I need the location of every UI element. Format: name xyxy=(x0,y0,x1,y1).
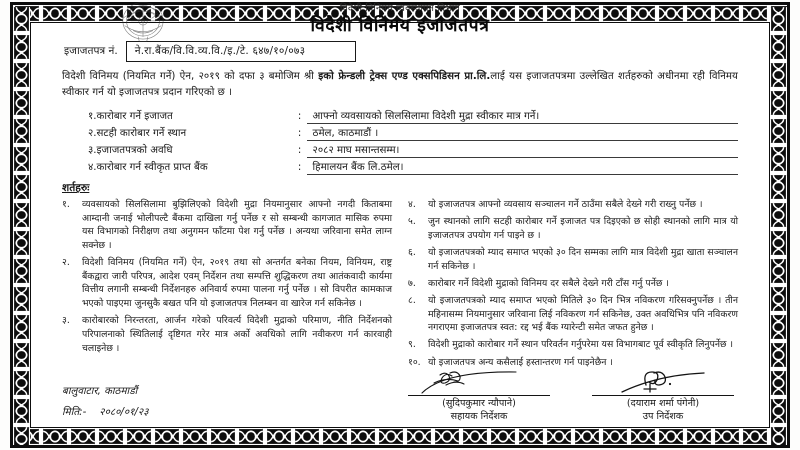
list-item xyxy=(408,294,738,335)
signature-block-assistant-director xyxy=(404,369,554,424)
particular-label: कारोबार गर्ने इजाजत xyxy=(96,111,173,123)
list-item xyxy=(408,215,738,242)
conditions-column-right xyxy=(408,198,738,373)
signature-block-deputy-director xyxy=(588,369,738,424)
signature-line xyxy=(592,395,734,396)
condition-number: ५. xyxy=(408,216,416,228)
condition-text: व्यवसायको सिलसिलामा बुझिलिएको विदेशी मुद्रा नियमानुसार आफ्नो नगदी किताबमा आम्दानी जनाई भोलीपल्टै बैंकमा दाखिला गर्नु पर्नेछ र सो सम्बन्धी कागजात मासिक रुपमा यस विभागको निरीक्षण तथा अनुगमन फाँटमा पेश गर्नु पर्नेछ । अन्यथा जरिवाना समेत लाग्न सक्नेछ । xyxy=(82,199,392,251)
signatory-name: (सुदिपकुमार न्यौपाने) xyxy=(442,398,516,410)
particular-label: इजाजतपत्रको अवधि xyxy=(96,145,173,157)
condition-text: यो इजाजतपत्र आफ्नो व्यवसाय सञ्चालन गर्ने ठाउँमा सबैले देख्ने गरी राख्नु पर्नेछ । xyxy=(428,199,703,211)
condition-text: यो इजाजतपत्रको म्याद समाप्त भएको मितिले ३० दिन भित्र नविकरण गरिसक्नुपर्नेछ । तीन महिनासम्म नियमानुसार जरिवाना लिई नविकरण गर्न सकिनेछ, उक्त अवधिभित्र पनि नविकरण नगराएमा इजाजतपत्र स्वत: रद्द भई बैंक ग्यारेन्टी समेत जफत हुनेछ । xyxy=(428,294,738,334)
particular-number: ४. xyxy=(88,162,97,174)
condition-text: जुन स्थानको लागि सटही कारोबार गर्ने इजाजत पत्र दिइएको छ सोही स्थानको लागि मात्र यो इजाजतपत्र उपयोग गर्न पाइने छ । xyxy=(428,216,738,241)
license-number-label: इजाजतपत्र नं. xyxy=(64,45,118,58)
intro-text-before: विदेशी विनिमय (नियमित गर्ने) ऐन, २०१९ को दफा ३ बमोजिम श्री xyxy=(62,70,314,82)
border-knot-pattern-left xyxy=(13,5,30,445)
issue-date-value: २०८०/०१/२३ xyxy=(99,407,149,419)
condition-text: विदेशी विनिमय (नियमित गर्ने) ऐन, २०१९ तथा सो अन्तर्गत बनेका नियम, विनियम, राष्ट्र बैंकद्वारा जारी परिपत्र, आदेश एवम् निर्देशन तथा सम्पत्ति शुद्धिकरण तथा आतंकवादी कार्यमा वित्तीय लगानी सम्बन्धी निर्देशनहरु अनिवार्य रुपमा पालना गर्नु पर्नेछ । सो विपरीत कामकाज भएको पाइएमा जुनसुकै बखत पनि यो इजाजतपत्र निलम्बन वा खारेज गर्न सकिनेछ । xyxy=(82,257,392,310)
issue-date-row xyxy=(62,403,149,424)
particular-value: २०८२ माघ मसान्तसम्म। xyxy=(307,141,738,158)
border-knot-pattern-right xyxy=(770,5,787,445)
intro-text-after: लाई यस इजाजतपत्रमा उल्लेखित शर्तहरुको अधीनमा रही विनिमय स्वीकार गर्न यो इजाजतपत्र प्रदान गरिएको छ । xyxy=(62,70,739,98)
condition-number: ६. xyxy=(408,247,416,258)
table-row xyxy=(62,141,738,158)
list-item xyxy=(408,198,738,212)
condition-number: १०. xyxy=(408,356,421,368)
license-number-value: ने.रा.बैंक/वि.वि.व्य.वि./इ./टे. ६४७/१०/०७३ xyxy=(126,41,356,62)
list-item xyxy=(62,198,392,253)
particular-colon: : xyxy=(297,128,302,140)
signature-line xyxy=(408,395,550,396)
condition-text: यो इजाजतपत्रको म्याद समाप्त भएको ३० दिन सम्मका लागि मात्र विदेशी मुद्रा खाता सञ्चालन गर्न सकिनेछ । xyxy=(428,247,738,272)
list-item xyxy=(408,246,738,273)
particular-colon: : xyxy=(297,162,302,174)
border-knot-pattern-bottom xyxy=(13,428,787,445)
list-item xyxy=(408,356,738,370)
nepal-rastra-bank-emblem-icon xyxy=(112,0,174,44)
conditions-heading: शर्तहरुः xyxy=(62,182,90,195)
condition-text: कारोबारको निरन्तरता, आर्जन गरेको परिवर्त्य विदेशी मुद्राको परिमाण, नीति निर्देशनको परिपालनाको स्थितिलाई दृष्टिगत गरेर मात्र अर्को अवधिको लागि नवीकरण गर्न कारवाही चलाइनेछ । xyxy=(82,315,392,354)
condition-number: ७. xyxy=(408,277,416,289)
table-row xyxy=(62,158,738,175)
particular-number: २. xyxy=(88,128,97,140)
conditions-column-left xyxy=(62,198,392,373)
list-item xyxy=(62,314,392,355)
intro-paragraph xyxy=(62,69,738,101)
table-row xyxy=(62,124,738,141)
condition-number: ३. xyxy=(62,315,70,327)
condition-number: २. xyxy=(62,257,70,269)
issue-place: बालुवाटार, काठमाडौं xyxy=(62,386,138,398)
condition-text: यो इजाजतपत्र अन्य कसैलाई हस्तान्तरण गर्न पाइनेछैन । xyxy=(428,356,613,368)
condition-number: ८. xyxy=(408,294,416,306)
particular-number: ३. xyxy=(88,145,97,157)
condition-number: ४. xyxy=(408,199,416,211)
department-name: विदेशी विनिमय व्यवस्थापन विभाग xyxy=(339,3,461,14)
conditions-columns xyxy=(62,198,738,373)
particular-colon: : xyxy=(297,111,302,123)
document-footer xyxy=(62,369,738,424)
condition-number: ९. xyxy=(408,339,416,351)
condition-number: १. xyxy=(62,199,70,211)
handwritten-signature-icon xyxy=(404,369,554,395)
signatory-role: उप निर्देशक xyxy=(642,411,684,423)
particular-label: कारोबार गर्न स्वीकृत प्राप्त बैंक xyxy=(96,162,208,174)
particular-number: १. xyxy=(88,111,97,123)
particular-label: सटही कारोबार गर्ने स्थान xyxy=(96,128,187,140)
table-row xyxy=(62,107,738,124)
issue-date-label: मिति:- xyxy=(62,407,87,419)
signatures xyxy=(404,369,738,424)
signatory-role: सहायक निर्देशक xyxy=(450,411,508,423)
signatory-name: (दयाराम शर्मा पंगेनी) xyxy=(626,398,700,410)
particular-colon: : xyxy=(297,145,302,157)
condition-text: विदेशी मुद्राको कारोबार गर्ने स्थान परिवर्तन गर्नुपरेमा यस विभागबाट पूर्व स्वीकृति लिनुपर्नेछ । xyxy=(428,339,734,351)
particular-value: आफ्नो व्यवसायको सिलसिलामा विदेशी मुद्रा स्वीकार मात्र गर्ने। xyxy=(307,107,738,124)
company-name: इको फ्रेन्डली ट्रेक्स एण्ड एक्सपिडिसन प्रा.लि. xyxy=(318,70,491,82)
document-title: विदेशी विनिमय इजाजतपत्र xyxy=(310,16,490,37)
list-item xyxy=(408,277,738,291)
particulars-table xyxy=(62,107,738,175)
list-item xyxy=(62,256,392,311)
condition-text: कारोबार गर्ने विदेशी मुद्राको विनिमय दर सबैले देख्ने गरी टाँस गर्नु पर्नेछ । xyxy=(428,277,669,289)
list-item xyxy=(408,338,738,352)
particular-value: हिमालयन बैंक लि.ठमेल। xyxy=(307,158,738,175)
issue-place-date xyxy=(62,382,149,424)
document-content xyxy=(34,0,766,426)
handwritten-signature-icon xyxy=(588,369,738,395)
particular-value: ठमेल, काठमाडौं । xyxy=(307,124,738,141)
particulars-body xyxy=(62,107,738,175)
